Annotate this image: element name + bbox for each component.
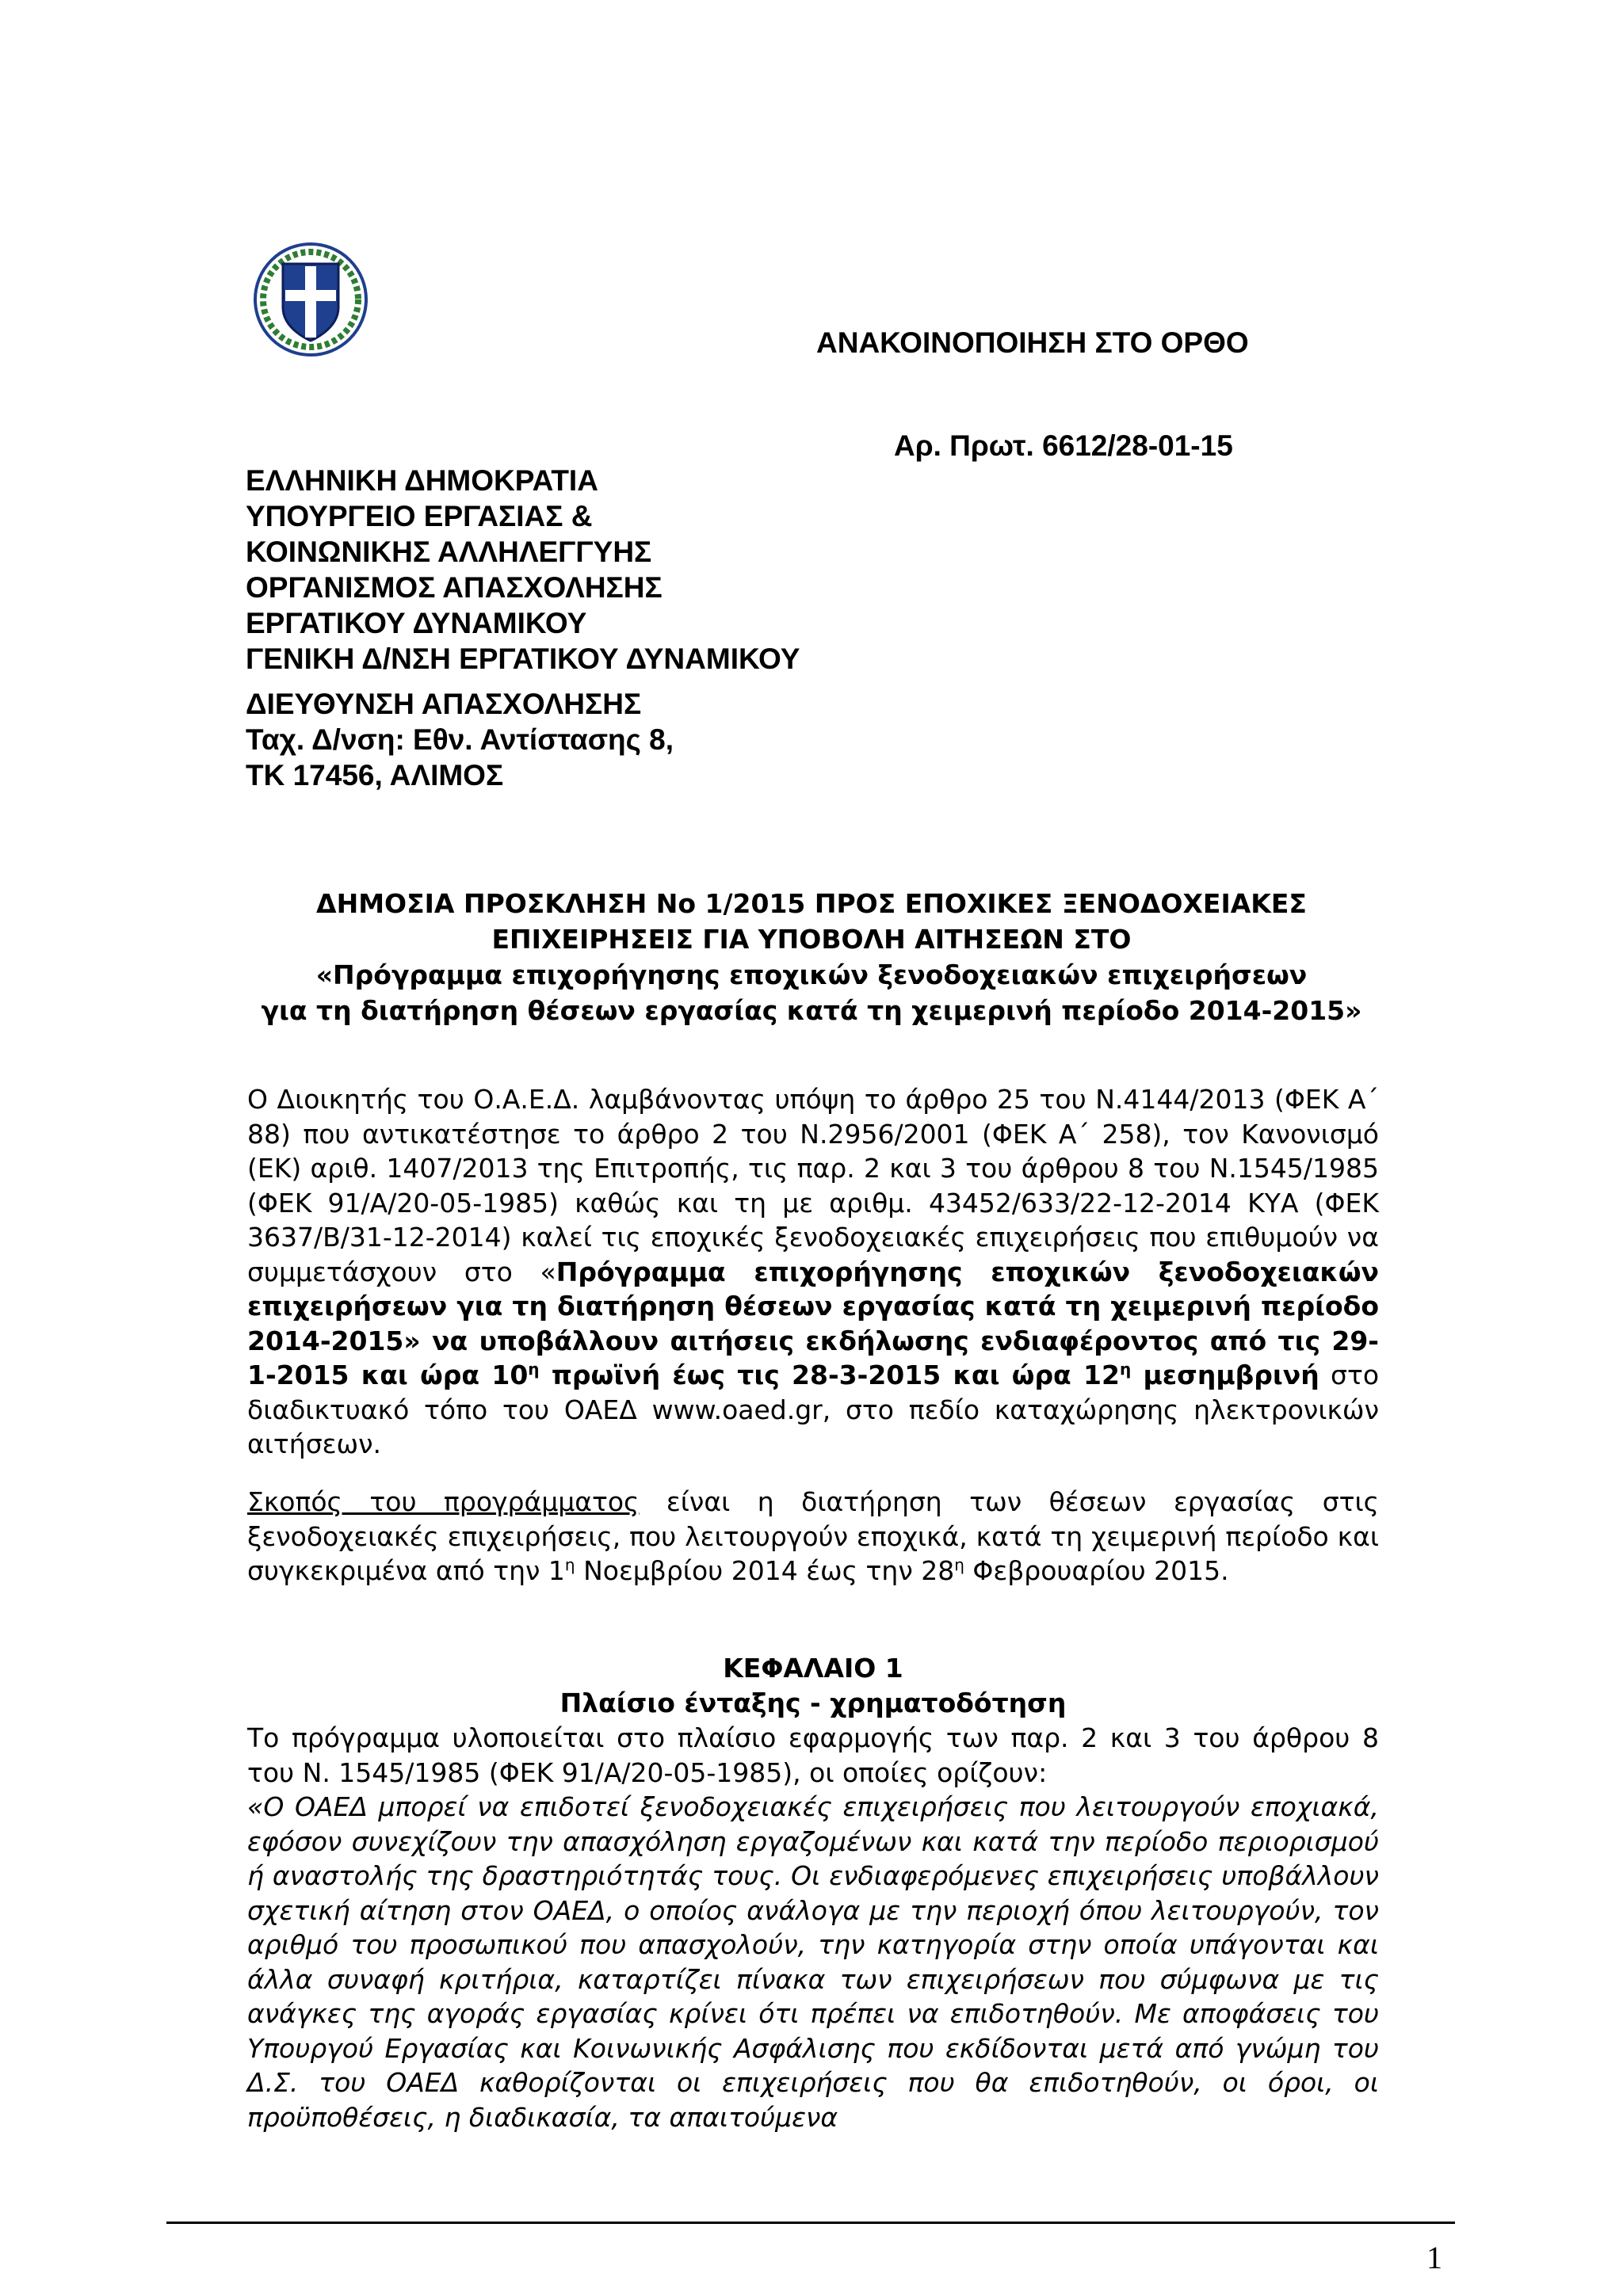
title-line: ΔΗΜΟΣΙΑ ΠΡΟΣΚΛΗΣΗ Νο 1/2015 ΠΡΟΣ ΕΠΟΧΙΚΕΣ ΞΕΝΟΔΟΧΕΙΑΚΕΣ xyxy=(316,888,1307,919)
superscript: η xyxy=(954,1555,964,1574)
superscript: η xyxy=(1119,1360,1132,1379)
intro-text: στο διαδικτυακό τόπο του ΟΑΕΔ www.oaed.gr, στο πεδίο καταχώρησης ηλεκτρονικών αιτήσεων. xyxy=(247,1360,1380,1459)
footer-divider xyxy=(166,2222,1455,2224)
purpose-text: Νοεμβρίου 2014 έως την 28 xyxy=(575,1555,955,1586)
superscript: η xyxy=(528,1360,540,1379)
chapter-text: Το πρόγραμμα υλοποιείται στο πλαίσιο εφαρμογής των παρ. 2 και 3 του άρθρου 8 του Ν. 1545/1985 (ΦΕΚ 91/Α/20-05-1985), οι οποίες ορίζουν: xyxy=(247,1722,1379,1788)
purpose-text: Φεβρουαρίου 2015. xyxy=(964,1555,1229,1586)
chapter-body xyxy=(247,1721,1379,2134)
sender-address: Ταχ. Δ/νση: Εθν. Αντίστασης 8, xyxy=(246,723,674,756)
title-line: «Πρόγραμμα επιχορήγησης εποχικών ξενοδοχειακών επιχειρήσεων xyxy=(315,959,1308,990)
sender-line: ΚΟΙΝΩΝΙΚΗΣ ΑΛΛΗΛΕΓΓΥΗΣ xyxy=(246,536,652,568)
chapter-subtitle: Πλαίσιο ένταξης - χρηματοδότηση xyxy=(559,1688,1067,1718)
sender-line: ΓΕΝΙΚΗ Δ/ΝΣΗ ΕΡΓΑΤΙΚΟΥ ΔΥΝΑΜΙΚΟΥ xyxy=(246,643,800,675)
intro-bold-text: πρωϊνή έως τις 28-3-2015 και ώρα 12 xyxy=(539,1360,1120,1390)
superscript: η xyxy=(564,1555,575,1574)
sender-line: ΥΠΟΥΡΓΕΙΟ ΕΡΓΑΣΙΑΣ & xyxy=(246,500,593,532)
sender-line: ΟΡΓΑΝΙΣΜΟΣ ΑΠΑΣΧΟΛΗΣΗΣ xyxy=(246,571,663,604)
greek-coat-of-arms-icon xyxy=(247,236,374,363)
chapter-heading xyxy=(247,1651,1379,1721)
page-number: 1 xyxy=(1426,2240,1442,2275)
chapter-title: ΚΕΦΑΛΑΙΟ 1 xyxy=(723,1653,903,1684)
announcement-heading: ΑΝΑΚΟΙΝΟΠΟΙΗΣΗ ΣΤΟ ΟΡΘΟ xyxy=(816,326,1249,359)
intro-text: Ο Διοικητής του Ο.Α.Ε.Δ. λαμβάνοντας υπόψη το άρθρο 25 του Ν.4144/2013 (ΦΕΚ Α΄ 88) που αντικατέστησε το άρθρο 2 του Ν.2956/2001 (ΦΕΚ Α΄ 258), τον Κανονισμό (ΕΚ) αριθ. 1407/2013 της Επιτροπής, τις παρ. 2 και 3 του άρθρου 8 του Ν.1545/1985 (ΦΕΚ 91/Α/20-05-1985) καθώς και τη με αριθμ. 43452/633/22-12-2014 ΚΥΑ (ΦΕΚ 3637/Β/31-12-2014) καλεί τις εποχικές ξενοδοχειακές επιχειρήσεις που επιθυμούν να συμμετάσχουν στο « xyxy=(247,1084,1379,1287)
call-title xyxy=(174,886,1449,1028)
protocol-number: Αρ. Πρωτ. 6612/28-01-15 xyxy=(894,429,1233,462)
intro-bold-text: Πρόγραμμα επιχορήγησης εποχικών ξενοδοχειακών επιχειρήσεων για τη διατήρηση θέσεων εργασίας κατά τη χειμερινή περίοδο 2014-2015» να υποβάλλουν αιτήσεις εκδήλωσης ενδιαφέροντος από τις 29-1-2015 και ώρα 10 xyxy=(247,1256,1380,1390)
sender-line: ΕΛΛΗΝΙΚΗ ΔΗΜΟΚΡΑΤΙΑ xyxy=(246,464,598,497)
sender-line: ΔΙΕΥΘΥΝΣΗ ΑΠΑΣΧΟΛΗΣΗΣ xyxy=(246,688,642,720)
intro-bold-text: μεσημβρινή xyxy=(1131,1360,1319,1390)
purpose-text: είναι η διατήρηση των θέσεων εργασίας στις ξενοδοχειακές επιχειρήσεις, που λειτουργούν εποχικά, κατά τη χειμερινή περίοδο και συγκεκριμένα από την 1 xyxy=(247,1486,1380,1586)
purpose-paragraph xyxy=(247,1485,1379,1589)
purpose-label: Σκοπός του προγράμματος xyxy=(247,1486,640,1517)
sender-block xyxy=(246,463,959,793)
sender-postcode: ΤΚ 17456, ΑΛΙΜΟΣ xyxy=(246,759,504,791)
legal-quote: «Ο ΟΑΕΔ μπορεί να επιδοτεί ξενοδοχειακές επιχειρήσεις που λειτουργούν εποχιακά, εφόσον συνεχίζουν την απασχόληση εργαζομένων και κατά την περίοδο περιορισμού ή αναστολής της δραστηριότητάς τους. Οι ενδιαφερόμενες επιχειρήσεις υποβάλλουν σχετική αίτηση στον ΟΑΕΔ, ο οποίος ανάλογα με την περιοχή όπου λειτουργούν, τον αριθμό του προσωπικού που απασχολούν, την κατηγορία στην οποία υπάγονται και άλλα συναφή κριτήρια, καταρτίζει πίνακα των επιχειρήσεων που σύμφωνα με τις ανάγκες της αγοράς εργασίας κρίνει ότι πρέπει να επιδοτηθούν. Με αποφάσεις του Υπουργού Εργασίας και Κοινωνικής Ασφάλισης που εκδίδονται μετά από γνώμη του Δ.Σ. του ΟΑΕΔ καθορίζονται οι επιχειρήσεις που θα επιδοτηθούν, οι όροι, οι προϋποθέσεις, η διαδικασία, τα απαιτούμενα xyxy=(247,1791,1379,2133)
sender-line: ΕΡΓΑΤΙΚΟΥ ΔΥΝΑΜΙΚΟΥ xyxy=(246,607,587,639)
title-line: για τη διατήρηση θέσεων εργασίας κατά τη χειμερινή περίοδο 2014-2015» xyxy=(261,995,1362,1026)
intro-paragraph xyxy=(247,1082,1379,1462)
title-line: ΕΠΙΧΕΙΡΗΣΕΙΣ ΓΙΑ ΥΠΟΒΟΛΗ ΑΙΤΗΣΕΩΝ ΣΤΟ xyxy=(491,924,1132,955)
